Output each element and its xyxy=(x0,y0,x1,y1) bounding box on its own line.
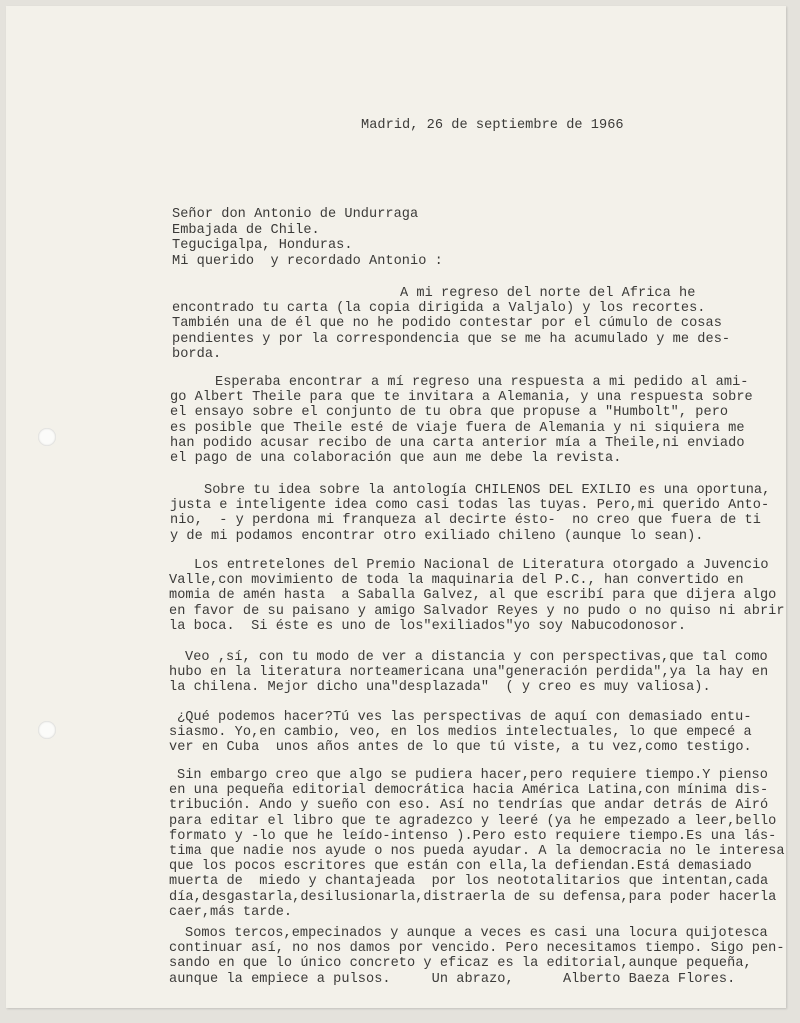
paragraph-4 xyxy=(169,558,785,634)
letter-date: Madrid, 26 de septiembre de 1966 xyxy=(361,118,624,133)
text-line: que los pocos escritores que están con ella,la defiendan.Está demasiado xyxy=(169,859,752,875)
text-line: caer,más tarde. xyxy=(169,904,293,920)
text-line: han podido acusar recibo de una carta anterior mía a Theile,ni enviado xyxy=(170,435,745,451)
punch-hole xyxy=(38,428,56,446)
text-line: A mi regreso del norte del Africa he xyxy=(400,286,696,301)
address-line: Embajada de Chile. xyxy=(172,222,320,238)
text-line: Esperaba encontrar a mí regreso una respuesta a mi pedido al ami- xyxy=(215,375,749,390)
paragraph-7 xyxy=(169,768,785,920)
text-line: es posible que Theile esté de viaje fuera de Alemania y ni siquiera me xyxy=(170,420,745,436)
text-line: Los entretelones del Premio Nacional de Literatura otorgado a Juvencio xyxy=(194,558,769,573)
address-line: Tegucigalpa, Honduras. xyxy=(172,238,353,254)
text-line: muerta de miedo y chantajeada por los neototalitarios que intentan,cada xyxy=(169,874,769,890)
text-line: aunque la empiece a pulsos. Un abrazo, Alberto Baeza Flores. xyxy=(169,971,736,987)
text-line: pendientes y por la correspondencia que se me ha acumulado y me des- xyxy=(172,331,731,347)
text-line: el pago de una colaboración que aun me debe la revista. xyxy=(170,451,622,467)
text-line: ¿Qué podemos hacer?Tú ves las perspectivas de aquí con demasiado entu- xyxy=(177,710,752,725)
paragraph-3 xyxy=(170,483,770,544)
address-line: Señor don Antonio de Undurraga xyxy=(172,207,419,223)
paragraph-5 xyxy=(169,650,768,696)
text-line: Sobre tu idea sobre la antología CHILENOS DEL EXILIO es una oportuna, xyxy=(204,483,771,498)
text-line: borda. xyxy=(172,346,222,362)
paragraph-8 xyxy=(169,926,785,987)
text-line: el ensayo sobre el conjunto de tu obra que propuse a "Humbolt", pero xyxy=(170,405,729,421)
text-line: para editar el libro que te agradezco y leeré (ya he empezado a leer,bello xyxy=(169,813,777,829)
paragraph-6 xyxy=(169,710,752,756)
text-line: siasmo. Yo,en cambio, veo, en los medios intelectuales, lo que empecé a xyxy=(169,725,752,741)
text-line: Somos tercos,empecinados y aunque a veces es casi una locura quijotesca xyxy=(185,926,768,941)
text-line: la boca. Si éste es uno de los"exiliados"yo soy Nabucodonosor. xyxy=(169,618,687,634)
text-line: encontrado tu carta (la copia dirigida a Valjalo) y los recortes. xyxy=(172,301,706,317)
text-line: hubo en la literatura norteamericana una"generación perdida",ya la hay en xyxy=(169,665,769,681)
text-line: Veo ,sí, con tu modo de ver a distancia y con perspectivas,que tal como xyxy=(185,650,768,665)
text-line: sando en que lo único concreto y eficaz es la editorial,aunque pequeña, xyxy=(169,956,752,972)
text-line: Sin embargo creo que algo se pudiera hacer,pero requiere tiempo.Y pienso xyxy=(177,768,768,783)
text-line: También una de él que no he podido contestar por el cúmulo de cosas xyxy=(172,316,722,332)
salutation: Mi querido y recordado Antonio : xyxy=(172,254,443,269)
text-line: momia de amén hasta a Saballa Galvez, al que escribí para que dijera algo xyxy=(169,588,777,604)
punch-hole xyxy=(38,721,56,739)
text-line: la chilena. Mejor dicho una"desplazada" ( y creo es muy valiosa). xyxy=(169,680,711,696)
text-line: en favor de su paisano y amigo Salvador Reyes y no pudo o no quiso ni abrir xyxy=(169,603,785,619)
text-line: nio, - y perdona mi franqueza al decirte ésto- no creo que fuera de ti xyxy=(170,513,761,529)
paragraph-1 xyxy=(172,286,730,362)
text-line: go Albert Theile para que te invitara a Alemania, y una respuesta sobre xyxy=(170,390,753,406)
text-line: tima que nadie nos ayude o nos pueda ayudar. A la democracia no le interesa xyxy=(169,844,785,860)
text-line: y de mi podamos encontrar otro exiliado chileno (aunque lo sean). xyxy=(170,528,704,544)
text-line: justa e inteligente idea como casi todas las tuyas. Pero,mi querido Anto- xyxy=(170,498,770,514)
text-line: formato y -lo que he leído-intenso ).Pero esto requiere tiempo.Es una lás- xyxy=(169,828,777,844)
paragraph-2 xyxy=(170,375,753,466)
text-line: ver en Cuba unos años antes de lo que tú viste, a tu vez,como testigo. xyxy=(169,740,752,756)
text-line: tribución. Ando y sueño con eso. Así no tendrías que andar detrás de Airó xyxy=(169,798,769,814)
text-line: día,desgastarla,desilusionarla,distraerla de su defensa,para poder hacerla xyxy=(169,889,777,905)
text-line: en una pequeña editorial democrática hacia América Latina,con mínima dis- xyxy=(169,783,769,799)
text-line: Valle,con movimiento de toda la maquinaria del P.C., han convertido en xyxy=(169,573,744,589)
text-line: continuar así, no nos damos por vencido. Pero necesitamos tiempo. Sigo pen- xyxy=(169,941,785,957)
